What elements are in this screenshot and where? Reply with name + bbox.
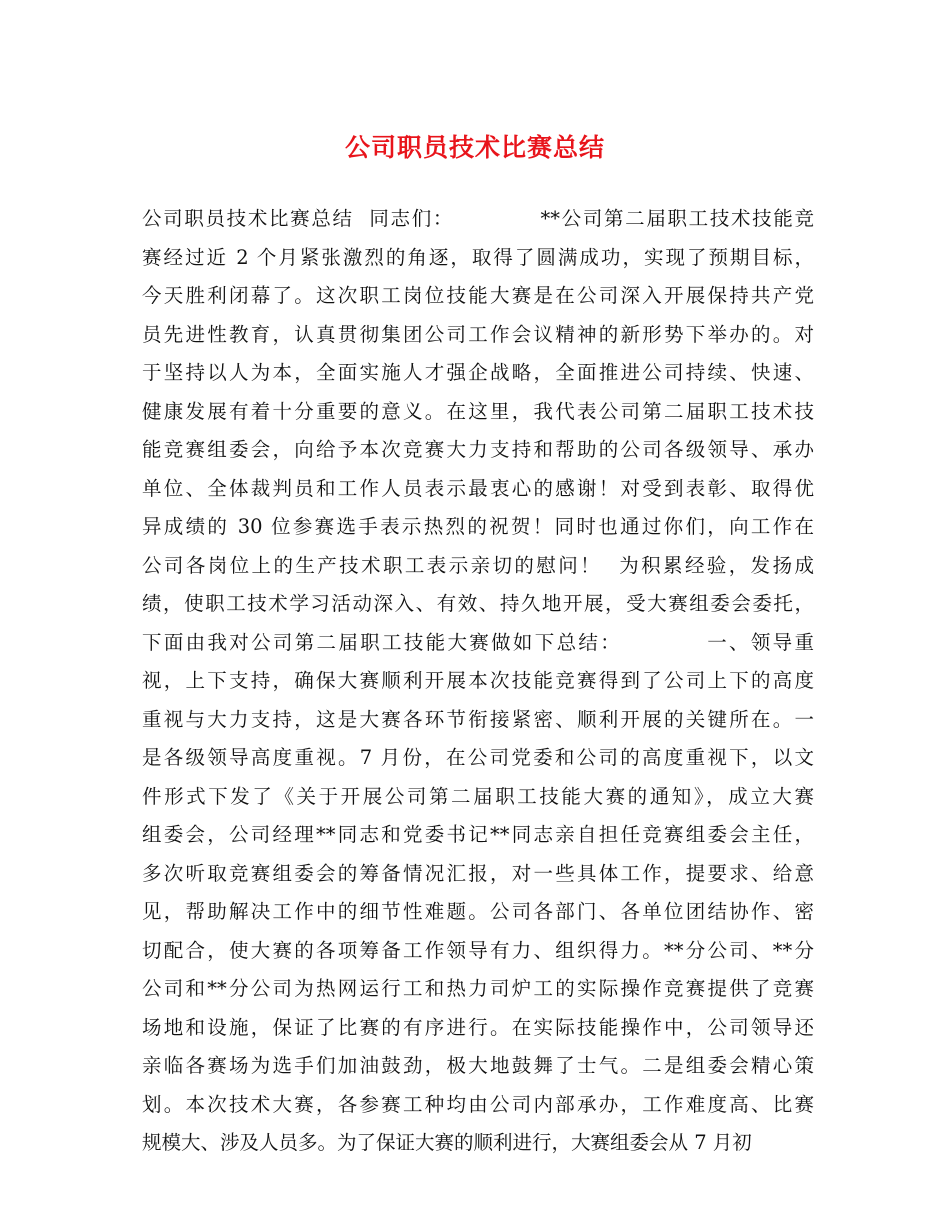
body-line: 场地和设施，保证了比赛的有序进行。在实际技能操作中，公司领导还 (142, 1015, 814, 1039)
body-line: 公司职员技术比赛总结 同志们： **公司第二届职工技术技能竞 (142, 207, 814, 230)
body-line: 公司各岗位上的生产技术职工表示亲切的慰问！ 为积累经验，发扬成 (142, 553, 814, 577)
body-line: 切配合，使大赛的各项筹备工作领导有力、组织得力。**分公司、**分 (142, 938, 814, 962)
body-line: 公司和**分公司为热网运行工和热力司炉工的实际操作竞赛提供了竞赛 (142, 977, 814, 1000)
body-line: 重视与大力支持，这是大赛各环节衔接紧密、顺利开展的关键所在。一 (142, 707, 814, 731)
body-line: 健康发展有着十分重要的意义。在这里，我代表公司第二届职工技术技 (142, 399, 814, 423)
body-line: 单位、全体裁判员和工作人员表示最衷心的感谢！对受到表彰、取得优 (142, 476, 814, 500)
body-line: 件形式下发了《关于开展公司第二届职工技能大赛的通知》，成立大赛 (142, 784, 814, 808)
document-body (142, 200, 814, 1163)
body-line: 今天胜利闭幕了。这次职工岗位技能大赛是在公司深入开展保持共产党 (142, 284, 814, 307)
body-line: 视，上下支持，确保大赛顺利开展本次技能竞赛得到了公司上下的高度 (142, 669, 814, 692)
body-line: 划。本次技术大赛，各参赛工种均由公司内部承办，工作难度高、比赛 (142, 1092, 814, 1116)
body-line: 赛经过近 2 个月紧张激烈的角逐，取得了圆满成功，实现了预期目标， (142, 245, 814, 269)
body-line: 是各级领导高度重视。7 月份，在公司党委和公司的高度重视下，以文 (142, 746, 814, 769)
body-line: 能竞赛组委会，向给予本次竞赛大力支持和帮助的公司各级领导、承办 (142, 438, 814, 461)
body-line: 异成绩的 30 位参赛选手表示热烈的祝贺！同时也通过你们，向工作在 (142, 515, 814, 538)
body-line: 下面由我对公司第二届职工技能大赛做如下总结： 一、领导重 (142, 630, 814, 654)
body-line: 绩，使职工技术学习活动深入、有效、持久地开展，受大赛组委会委托， (142, 592, 814, 615)
body-line: 见，帮助解决工作中的细节性难题。公司各部门、各单位团结协作、密 (142, 900, 814, 923)
document-title: 公司职员技术比赛总结 (344, 133, 605, 162)
body-line: 多次听取竞赛组委会的筹备情况汇报，对一些具体工作，提要求、给意 (142, 861, 814, 885)
body-line: 员先进性教育，认真贯彻集团公司工作会议精神的新形势下举办的。对 (142, 322, 814, 346)
body-line: 规模大、涉及人员多。为了保证大赛的顺利进行，大赛组委会从 7 月初 (142, 1131, 752, 1154)
body-line: 组委会，公司经理**同志和党委书记**同志亲自担任竞赛组委会主任， (142, 823, 814, 846)
body-line: 于坚持以人为本，全面实施人才强企战略，全面推进公司持续、快速、 (142, 361, 814, 384)
body-line: 亲临各赛场为选手们加油鼓劲，极大地鼓舞了士气。二是组委会精心策 (142, 1054, 814, 1077)
